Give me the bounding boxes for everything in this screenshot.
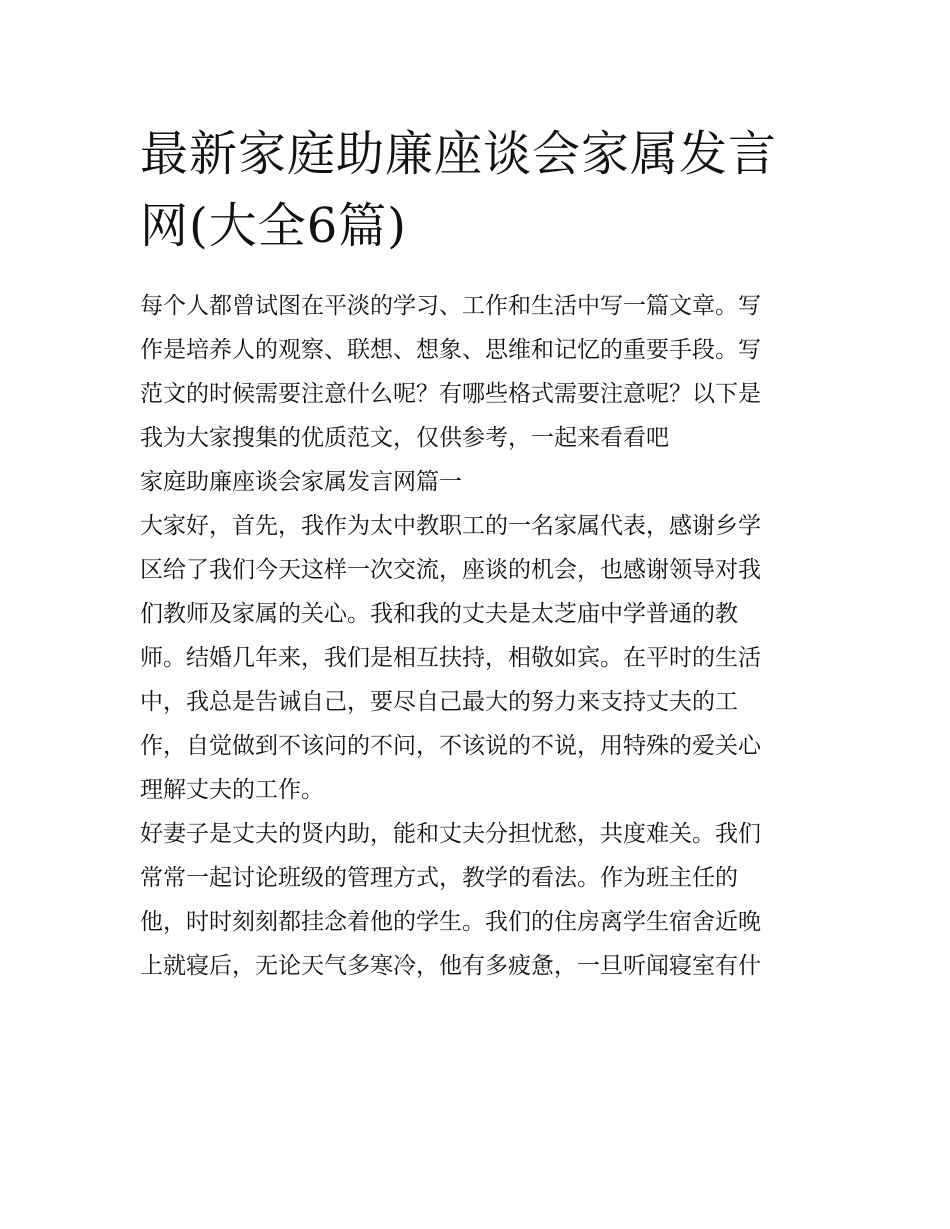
intro-paragraph: 每个人都曾试图在平淡的学习、工作和生活中写一篇文章。写 作是培养人的观察、联想、想象、思维和记忆的重要手段。写 范文的时候需要注意什么呢？有哪些格式需要注意呢？以下是 我为大家搜集的优质范文，仅供参考，一起来看看吧	[140, 293, 761, 451]
body-paragraph-2: 好妻子是丈夫的贤内助，能和丈夫分担忧愁，共度难关。我们 常常一起讨论班级的管理方式，教学的看法。作为班主任的 他，时时刻刻都挂念着他的学生。我们的住房离学生宿舍近晚 上就寝后，无论天气多寒冷，他有多疲惫，一旦听闻寝室有什	[140, 821, 761, 979]
document-body	[140, 284, 820, 988]
body-paragraph-1: 大家好，首先，我作为太中教职工的一名家属代表，感谢乡学 区给了我们今天这样一次交流，座谈的机会，也感谢领导对我 们教师及家属的关心。我和我的丈夫是太芝庙中学普通的教 师。结婚几年来，我们是相互扶持，相敬如宾。在平时的生活 中，我总是告诫自己，要尽自己最大的努力来支持丈夫的工 作，自觉做到不该问的不问，不该说的不说，用特殊的爱关心 理解丈夫的工作。	[140, 513, 761, 803]
section-heading: 家庭助廉座谈会家属发言网篇一	[140, 469, 462, 495]
document-page	[140, 118, 820, 988]
document-title: 最新家庭助廉座谈会家属发言 网(大全6篇)	[140, 126, 778, 254]
